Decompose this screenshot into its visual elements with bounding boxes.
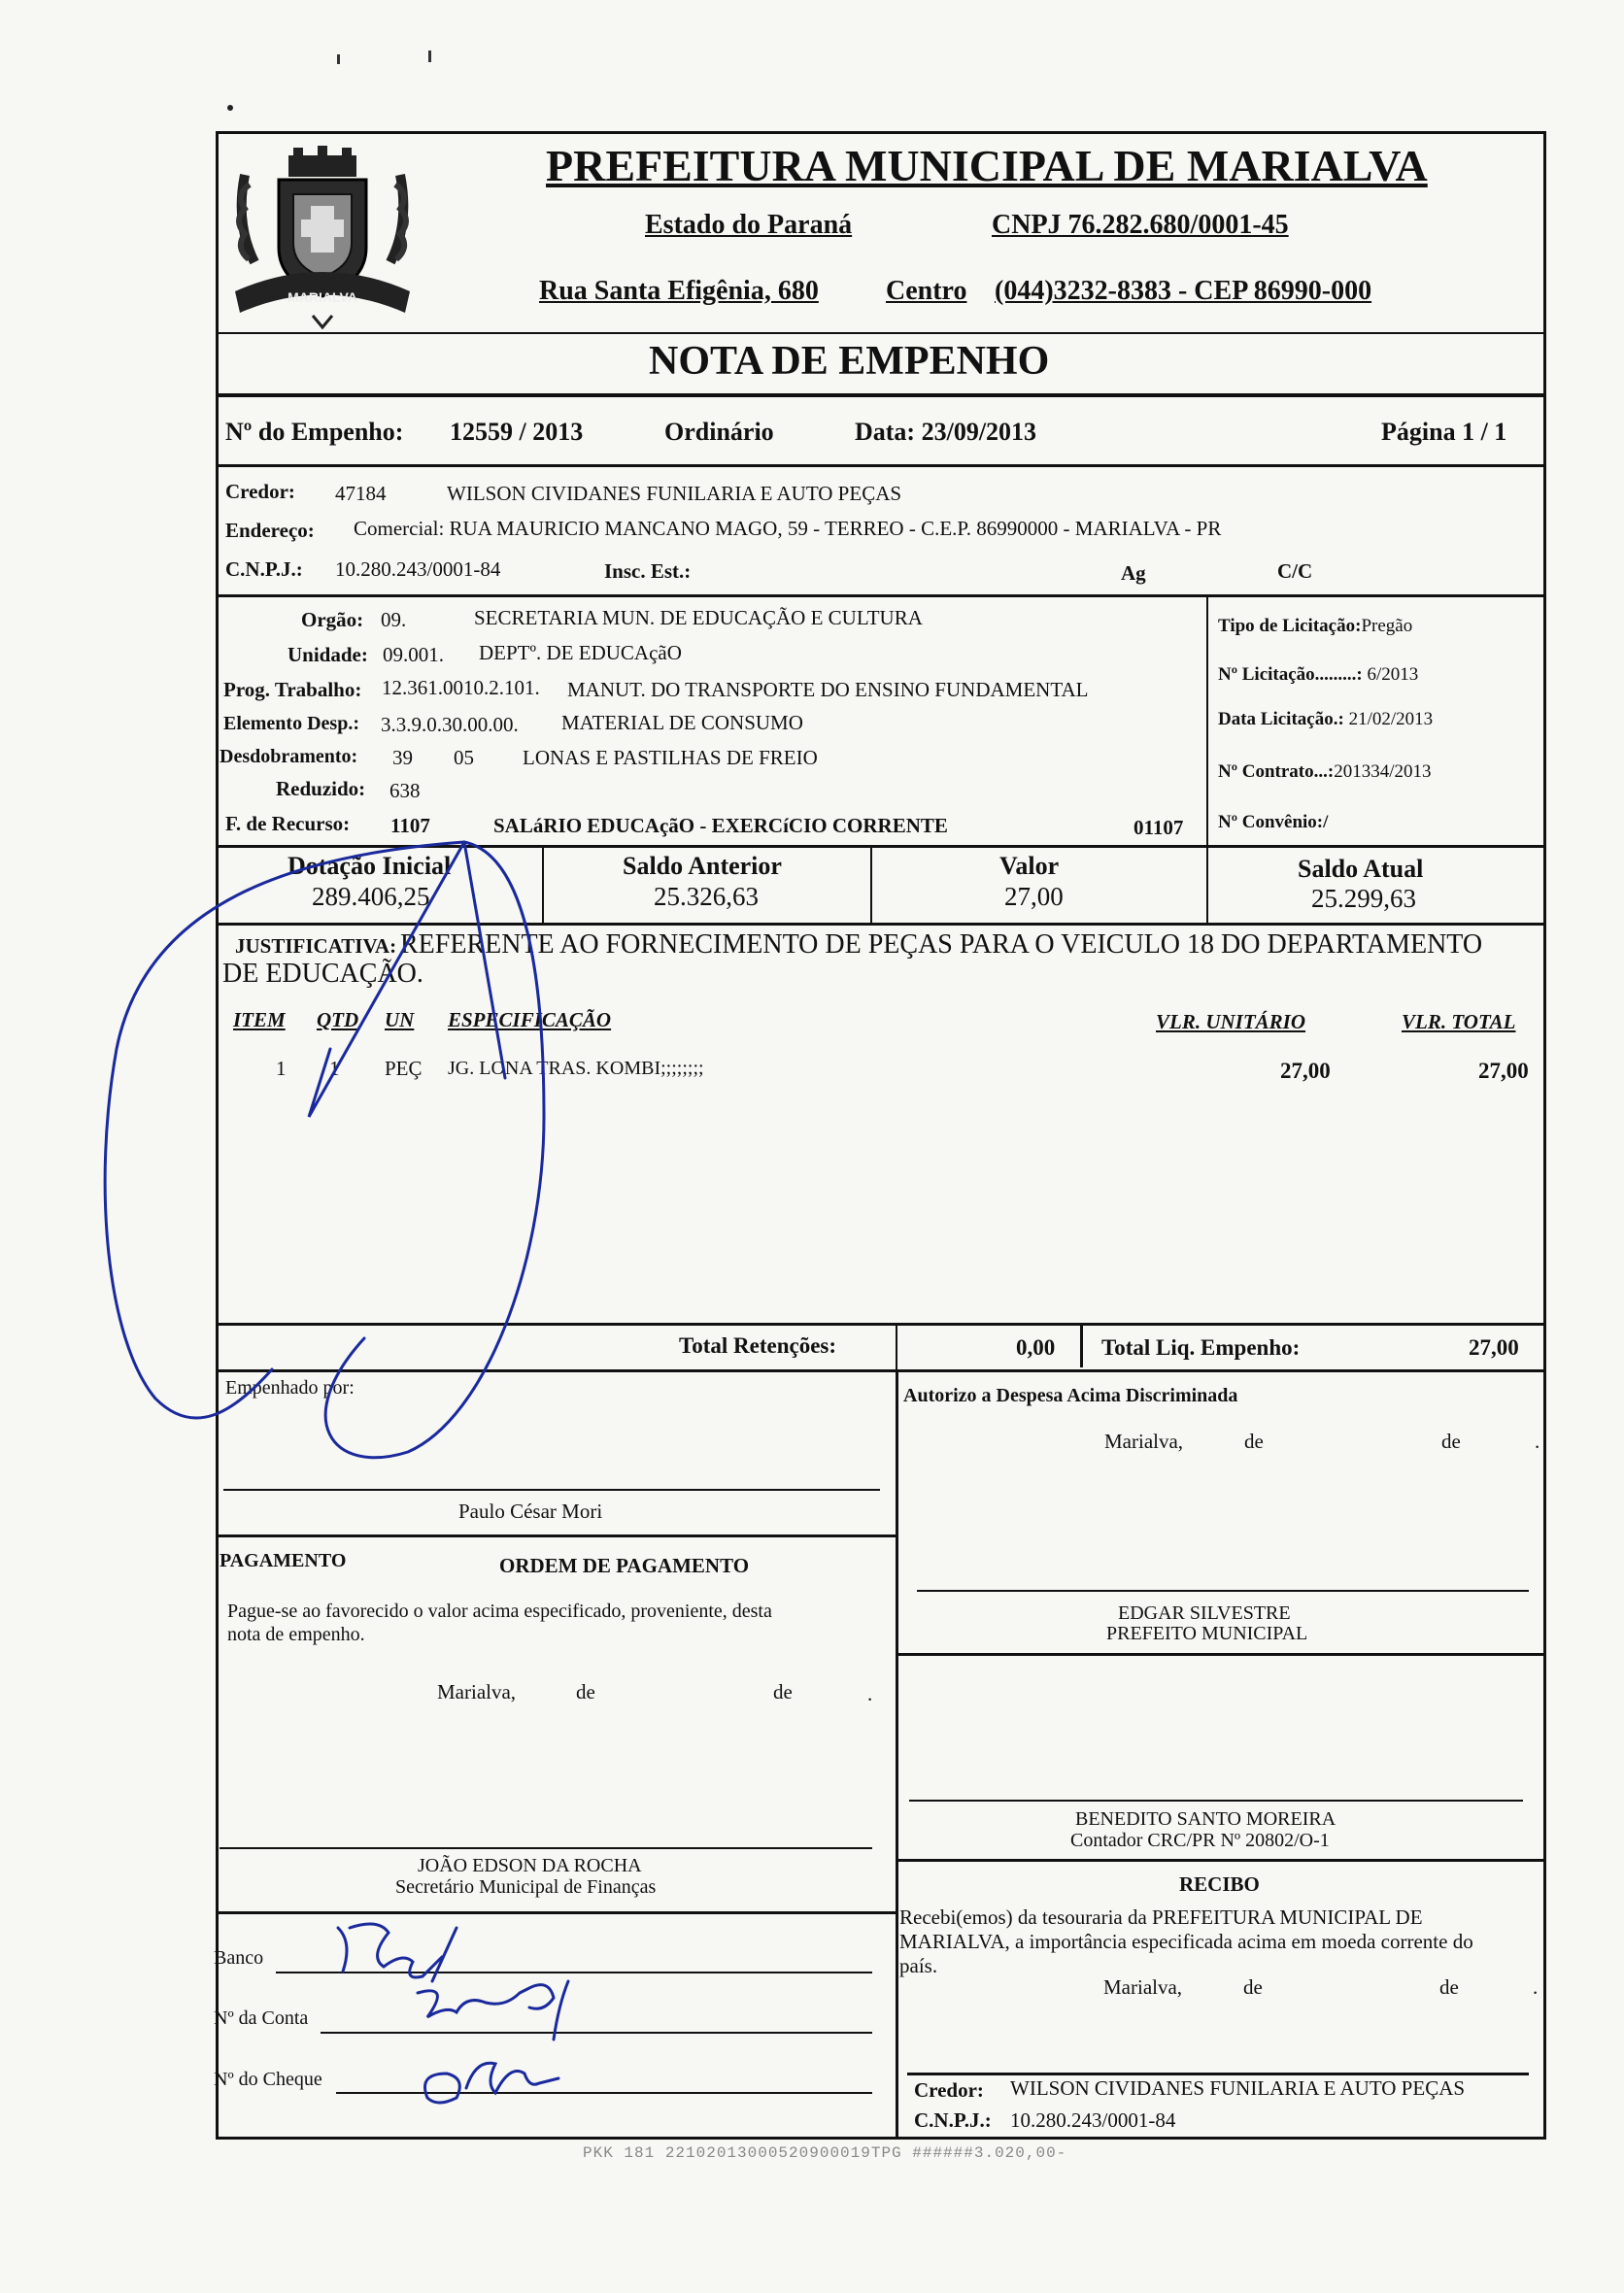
address-header: Rua Santa Efigênia, 680 [539,276,819,306]
divider-v [896,1369,898,2140]
col-qtd: QTD [317,1008,359,1031]
doc-title: NOTA DE EMPENHO [649,339,1050,384]
col-item: ITEM [233,1008,286,1031]
recibo-de2: de [1439,1975,1459,1999]
elem-code: 3.3.9.0.30.00.00. [381,713,519,736]
fonte-desc: SALáRIO EDUCAçãO - EXERCíCIO CORRENTE [493,814,948,837]
orgao-label: Orgão: [301,608,364,631]
scan-mark [428,51,431,62]
dotacao-inicial-value: 289.406,25 [312,882,430,911]
pagamento-dot: . [867,1682,873,1705]
footer-code: PKK 181 22102013000520900019TPG ######3.020,00- [583,2144,1067,2162]
fonte-code: 1107 [390,814,430,837]
conta-line [321,2032,872,2034]
col-total: VLR. TOTAL [1402,1010,1516,1033]
row-spec: JG. LONA TRAS. KOMBI;;;;;;;; [448,1058,704,1079]
desd-sub: 05 [454,746,474,769]
signature-line [909,1800,1523,1802]
state-label: Estado do Paraná [645,210,853,240]
divider [216,393,1546,397]
divider [216,1534,896,1537]
prog-code: 12.361.0010.2.101. [382,676,540,699]
autorizo-de2: de [1441,1430,1461,1453]
divider [216,1911,896,1914]
scan-mark [337,54,340,64]
justificativa-line1: REFERENTE AO FORNECIMENTO DE PEÇAS PARA O VEICULO 18 DO DEPARTAMENTO [400,929,1483,960]
prog-label: Prog. Trabalho: [223,678,362,701]
row-qtd: 1 [329,1057,340,1080]
empenho-number: 12559 / 2013 [450,418,584,446]
elem-desc: MATERIAL DE CONSUMO [561,711,803,734]
signature-line [223,1489,880,1491]
divider-v [1206,594,1208,845]
pagamento-text-1: Pague-se ao favorecido o valor acima especificado, proveniente, desta [227,1601,772,1622]
saldo-atual-label: Saldo Atual [1298,855,1424,883]
row-total: 27,00 [1478,1059,1529,1083]
desd-label: Desdobramento: [220,746,358,767]
secretary-name: JOÃO EDSON DA ROCHA [418,1855,642,1876]
coat-of-arms-logo [225,136,420,330]
divider [216,332,1546,334]
divider [216,923,1546,926]
recibo-label: RECIBO [1179,1872,1260,1896]
secretary-title: Secretário Municipal de Finanças [395,1876,657,1898]
contract-number: Nº Contrato...:201334/2013 [1218,761,1432,782]
recibo-credor-label: Credor: [914,2078,984,2102]
recibo-de1: de [1243,1975,1263,1999]
divider [216,1323,1546,1326]
col-spec: ESPECIFICAÇÃO [448,1008,612,1031]
col-unit-price: VLR. UNITÁRIO [1156,1010,1306,1033]
unidade-label: Unidade: [288,643,368,666]
autorizo-label: Autorizo a Despesa Acima Discriminada [903,1385,1238,1406]
row-item: 1 [276,1057,287,1080]
conta-label: Nº da Conta [214,2007,309,2029]
contador-title: Contador CRC/PR Nº 20802/O-1 [1070,1830,1330,1851]
recibo-line-3: país. [899,1954,938,1977]
divider-v [1080,1325,1083,1367]
valor-value: 27,00 [1004,882,1064,911]
row-unit-price: 27,00 [1280,1059,1331,1083]
saldo-anterior-value: 25.326,63 [654,882,759,911]
recibo-cnpj-label: C.N.P.J.: [914,2108,992,2132]
retencoes-value: 0,00 [1016,1335,1056,1360]
desd-code: 39 [392,746,413,769]
scan-dot [227,105,233,111]
empenho-label: Nº do Empenho: [225,418,404,446]
valor-label: Valor [999,852,1060,880]
reduzido-code: 638 [389,779,421,802]
pagamento-de1: de [576,1680,595,1703]
pagamento-city: Marialva, [437,1680,517,1703]
pagamento-de2: de [773,1680,793,1703]
orgao-desc: SECRETARIA MUN. DE EDUCAÇÃO E CULTURA [474,606,923,629]
banco-label: Banco [214,1947,264,1969]
elem-label: Elemento Desp.: [223,713,359,734]
liq-empenho-label: Total Liq. Empenho: [1101,1335,1301,1360]
banco-line [276,1972,872,1973]
unidade-code: 09.001. [383,643,444,666]
credor-name: WILSON CIVIDANES FUNILARIA E AUTO PEÇAS [447,482,902,505]
divider [896,1653,1546,1656]
signature-line [220,1847,872,1849]
divider-v [542,845,544,923]
mayor-name: EDGAR SILVESTRE [1118,1602,1291,1624]
prog-desc: MANUT. DO TRANSPORTE DO ENSINO FUNDAMENTAL [567,678,1089,701]
divider [216,1369,1546,1372]
autorizo-city: Marialva, [1104,1430,1184,1453]
recibo-line-2: MARIALVA, a importância especificada acima em moeda corrente do [899,1930,1473,1953]
licitacao-type-label: Tipo de Licitação:Pregão [1218,616,1413,636]
licitacao-date: Data Licitação.: 21/02/2013 [1218,709,1434,729]
saldo-atual-value: 25.299,63 [1311,884,1416,913]
cnpj-header: CNPJ 76.282.680/0001-45 [992,210,1289,240]
justificativa-line2: DE EDUCAÇÃO. [222,959,423,989]
divider-v [896,1323,897,1369]
licitacao-number: Nº Licitação.........: 6/2013 [1218,664,1419,685]
recibo-city: Marialva, [1103,1975,1183,1999]
autorizo-dot: . [1535,1430,1540,1453]
page-number: Página 1 / 1 [1381,418,1507,446]
cheque-label: Nº do Cheque [214,2069,322,2090]
empenhado-label: Empenhado por: [225,1377,355,1399]
divider [216,464,1546,467]
signature-line [917,1590,1529,1592]
divider-v [1206,845,1208,923]
cnpj-label: C.N.P.J.: [225,557,303,581]
divider [907,2073,1529,2075]
col-un: UN [385,1008,415,1031]
contador-name: BENEDITO SANTO MOREIRA [1075,1808,1336,1830]
cc-label: C/C [1277,559,1313,583]
retencoes-label: Total Retenções: [679,1333,837,1358]
unidade-desc: DEPTº. DE EDUCAçãO [479,641,682,664]
municipality-title: PREFEITURA MUNICIPAL DE MARIALVA [546,141,1428,190]
divider [216,845,1546,848]
pagamento-label: PAGAMENTO [220,1550,347,1571]
dotacao-inicial-label: Dotação Inicial [288,852,452,880]
row-un: PEÇ [385,1057,423,1080]
saldo-anterior-label: Saldo Anterior [623,852,782,880]
empenhado-name: Paulo César Mori [458,1500,603,1523]
recibo-cnpj: 10.280.243/0001-84 [1010,2108,1176,2132]
reduzido-label: Reduzido: [276,777,366,800]
recibo-credor-name: WILSON CIVIDANES FUNILARIA E AUTO PEÇAS [1010,2076,1466,2100]
recibo-line-1: Recebi(emos) da tesouraria da PREFEITURA MUNICIPAL DE [899,1905,1423,1929]
empenho-type: Ordinário [664,418,774,446]
insc-label: Insc. Est.: [604,559,692,583]
svg-text:MARIALVA: MARIALVA [288,289,357,305]
divider-v [870,845,872,923]
credor-address: Comercial: RUA MAURICIO MANCANO MAGO, 59 - TERREO - C.E.P. 86990000 - MARIALVA - PR [354,517,1222,540]
phone-cep-header: (044)3232-8383 - CEP 86990-000 [995,276,1372,306]
convenio-label: Nº Convênio:/ [1218,812,1329,832]
pagamento-text-2: nota de empenho. [227,1624,365,1645]
recibo-dot: . [1533,1975,1539,1999]
liq-empenho-value: 27,00 [1469,1335,1519,1360]
credor-cnpj: 10.280.243/0001-84 [335,557,501,581]
ag-label: Ag [1121,561,1146,585]
justificativa-label: JUSTIFICATIVA: [235,934,397,958]
ordem-pagamento-label: ORDEM DE PAGAMENTO [499,1554,750,1577]
fonte-label: F. de Recurso: [225,812,351,835]
cheque-line [336,2092,872,2094]
desd-desc: LONAS E PASTILHAS DE FREIO [523,746,818,769]
divider [216,594,1546,597]
mayor-title: PREFEITO MUNICIPAL [1106,1623,1308,1644]
orgao-code: 09. [381,608,407,631]
district-header: Centro [886,276,967,306]
credor-code: 47184 [335,482,387,505]
credor-label: Credor: [225,480,295,503]
divider [896,1859,1546,1862]
empenho-date: Data: 23/09/2013 [855,418,1037,446]
address-label: Endereço: [225,519,315,542]
autorizo-de1: de [1244,1430,1264,1453]
fonte-num: 01107 [1133,816,1184,839]
